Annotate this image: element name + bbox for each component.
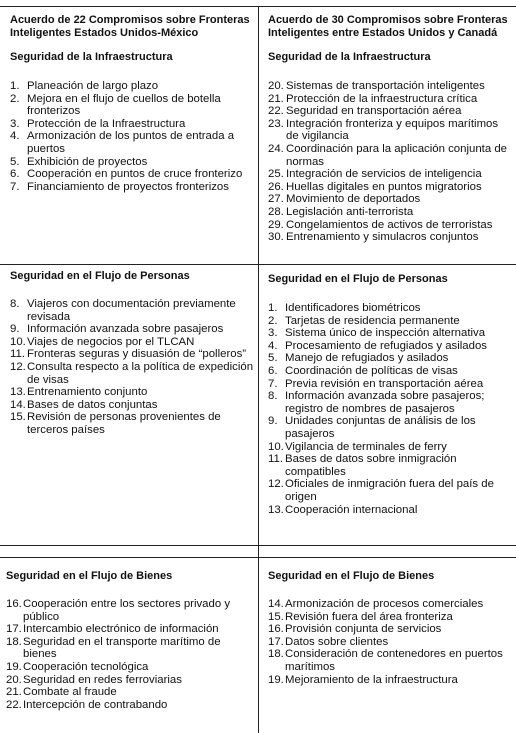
list-item [10,348,256,361]
item-text: Seguridad en transportación aérea [286,105,462,118]
item-text: Intercepción de contrabando [23,698,168,711]
item-number: 24. [268,142,284,155]
list-item [268,378,512,391]
item-number: 26. [268,180,284,193]
item-number: 13. [268,503,284,516]
list-item [268,390,512,415]
item-text: Consideración de contenedores en puertos marítimos [285,648,503,673]
item-text: Provisión conjunta de servicios [285,623,442,636]
item-number: 16. [6,598,22,610]
item-number: 2. [10,92,20,105]
section-title: Seguridad de la Infraestructura [268,51,431,63]
item-text: Información avanzada sobre pasajeros [27,323,224,336]
item-text: Coordinación para la aplicación conjunta de normas [286,142,507,168]
item-number: 28. [268,205,284,218]
list-item [10,156,256,169]
item-number: 30. [268,231,284,244]
list-item [268,611,512,624]
commitment-list [10,80,256,193]
item-text: Financiamiento de proyectos fronterizos [27,180,229,193]
item-number: 19. [268,673,284,686]
item-number: 2. [268,314,278,327]
list-item [268,193,512,206]
item-number: 11. [10,348,25,361]
list-item [268,181,512,194]
item-number: 3. [268,327,278,340]
item-number: 3. [10,117,20,130]
item-number: 6. [268,364,278,377]
item-number: 20. [268,80,284,92]
list-item [268,231,512,244]
item-text: Identificadores biométricos [285,302,421,314]
item-number: 17. [6,623,22,636]
item-number: 13. [10,386,26,399]
item-number: 5. [268,352,278,365]
item-number: 7. [10,180,20,193]
list-item [268,219,512,232]
item-number: 29. [268,218,284,231]
item-number: 9. [10,323,20,336]
list-item [268,365,512,378]
item-text: Revisión de personas provenientes de terceros países [27,411,221,436]
item-number: 23. [268,117,284,130]
item-text: Revisión fuera del área fronteriza [285,610,453,623]
item-text: Armonización de procesos comerciales [285,598,484,610]
item-text: Manejo de refugiados y asilados [285,352,449,365]
list-item [268,168,512,181]
list-item [6,598,256,623]
item-number: 12. [10,360,26,373]
item-text: Entrenamiento y simulacros conjuntos [286,231,479,244]
section-title: Seguridad en el Flujo de Personas [10,270,190,282]
item-text: Consulta respecto a la política de expedición de visas [27,360,254,386]
item-number: 4. [268,339,278,352]
section-title: Seguridad de la Infraestructura [10,51,173,63]
item-number: 20. [6,673,22,686]
list-item [10,118,256,131]
item-number: 1. [10,80,20,92]
item-number: 21. [268,92,284,105]
item-number: 12. [268,478,284,491]
item-number: 16. [268,623,284,636]
item-text: Bases de datos conjuntas [27,398,158,411]
item-text: Combate al fraude [23,686,117,699]
item-text: Información avanzada sobre pasajeros; registro de nombres de pasajeros [285,390,485,415]
list-item [10,336,256,349]
item-number: 7. [268,377,278,390]
list-item [268,441,512,454]
item-number: 15. [268,610,284,623]
list-item [6,636,256,661]
item-text: Planeación de largo plazo [27,80,159,92]
list-item [10,399,256,412]
list-item [268,478,512,503]
list-item [6,674,256,687]
column-divider [258,6,259,733]
item-text: Unidades conjuntas de análisis de los pasajeros [285,415,476,440]
list-item [268,302,512,315]
list-item [268,453,512,478]
header-left: Acuerdo de 22 Compromisos sobre Fronteras Inteligentes Estados Unidos-México [10,14,250,39]
item-number: 17. [268,635,284,648]
item-text: Vigilancia de terminales de ferry [285,440,447,453]
item-number: 1. [268,302,278,314]
item-text: Congelamientos de activos de terroristas [286,218,493,231]
list-item [268,118,512,143]
item-text: Cooperación entre los sectores privado y público [23,598,231,623]
list-item [10,181,256,194]
item-number: 18. [268,648,284,661]
list-item [268,504,512,517]
list-item [268,636,512,649]
list-item [10,298,256,323]
list-item [268,315,512,328]
item-number: 22. [6,698,22,711]
item-text: Viajeros con documentación previamente revisada [27,298,236,323]
section-title: Seguridad en el Flujo de Bienes [6,570,173,582]
item-text: Exhibición de proyectos [27,155,148,168]
item-text: Cooperación en puntos de cruce fronterizo [27,168,243,181]
list-item [6,699,256,712]
item-number: 14. [268,598,284,610]
list-item [268,648,512,673]
item-number: 5. [10,155,20,168]
item-number: 15. [10,411,26,424]
item-number: 27. [268,193,284,206]
item-text: Armonización de los puntos de entrada a puertos [27,130,235,155]
item-text: Integración fronteriza y equipos marítimos de vigilancia [286,117,499,143]
item-text: Seguridad en redes ferroviarias [23,673,182,686]
item-text: Mejoramiento de la infraestructura [285,673,458,686]
commitment-list [268,598,512,686]
item-text: Cooperación internacional [285,503,418,516]
commitment-list [10,298,256,437]
item-text: Procesamiento de refugiados y asilados [285,339,487,352]
item-number: 22. [268,105,284,118]
list-item [6,686,256,699]
commitment-list [6,598,256,711]
list-item [268,93,512,106]
item-text: Entrenamiento conjunto [27,386,148,399]
list-item [268,340,512,353]
item-number: 14. [10,398,26,411]
item-text: Intercambio electrónico de información [23,623,219,636]
list-item [10,130,256,155]
item-text: Sistema único de inspección alternativa [285,327,486,340]
item-number: 11. [268,453,283,466]
item-text: Protección de la infraestructura crítica [286,92,478,105]
item-number: 21. [6,686,22,699]
item-text: Previa revisión en transportación aérea [285,377,484,390]
item-text: Fronteras seguras y disuasión de “polleros” [27,348,247,361]
list-item [10,411,256,436]
header-right: Acuerdo de 30 Compromisos sobre Fronteras Inteligentes entre Estados Unidos y Canadá [268,14,508,39]
list-item [268,206,512,219]
list-item [10,93,256,118]
list-item [268,415,512,440]
item-number: 19. [6,660,22,673]
item-number: 18. [6,635,22,648]
list-item [10,323,256,336]
list-item [6,623,256,636]
commitment-list [268,302,512,516]
item-number: 6. [10,168,20,181]
list-item [268,623,512,636]
commitment-list [268,80,512,244]
item-number: 25. [268,168,284,181]
list-item [10,80,256,93]
list-item [10,168,256,181]
list-item [10,386,256,399]
list-item [10,361,256,386]
item-text: Tarjetas de residencia permanente [285,314,460,327]
list-item [6,661,256,674]
section-title: Seguridad en el Flujo de Bienes [268,570,435,582]
item-text: Mejora en el flujo de cuellos de botella fronterizos [27,92,221,118]
item-number: 10. [10,335,26,348]
item-text: Datos sobre clientes [285,635,389,648]
list-item [268,598,512,611]
list-item [268,674,512,687]
list-item [268,143,512,168]
item-text: Integración de servicios de inteligencia [286,168,482,181]
list-item [268,80,512,93]
item-text: Huellas digitales en puntos migratorios [286,180,482,193]
section-title: Seguridad en el Flujo de Personas [268,273,448,285]
item-number: 8. [268,390,278,403]
item-number: 8. [10,298,20,310]
item-text: Bases de datos sobre inmigración compatibles [285,453,457,478]
item-number: 10. [268,440,284,453]
item-number: 4. [10,130,20,143]
item-text: Seguridad en el transporte marítimo de bienes [23,635,221,661]
item-text: Protección de la Infraestructura [27,117,186,130]
item-text: Cooperación tecnológica [23,660,149,673]
list-item [268,352,512,365]
item-text: Movimiento de deportados [286,193,421,206]
item-text: Viajes de negocios por el TLCAN [27,335,195,348]
list-item [268,105,512,118]
item-text: Coordinación de políticas de visas [285,364,458,377]
list-item [268,327,512,340]
item-text: Legislación anti-terrorista [286,205,414,218]
item-text: Oficiales de inmigración fuera del país de origen [285,478,494,503]
item-text: Sistemas de transportación inteligentes [286,80,485,92]
item-number: 9. [268,415,278,428]
